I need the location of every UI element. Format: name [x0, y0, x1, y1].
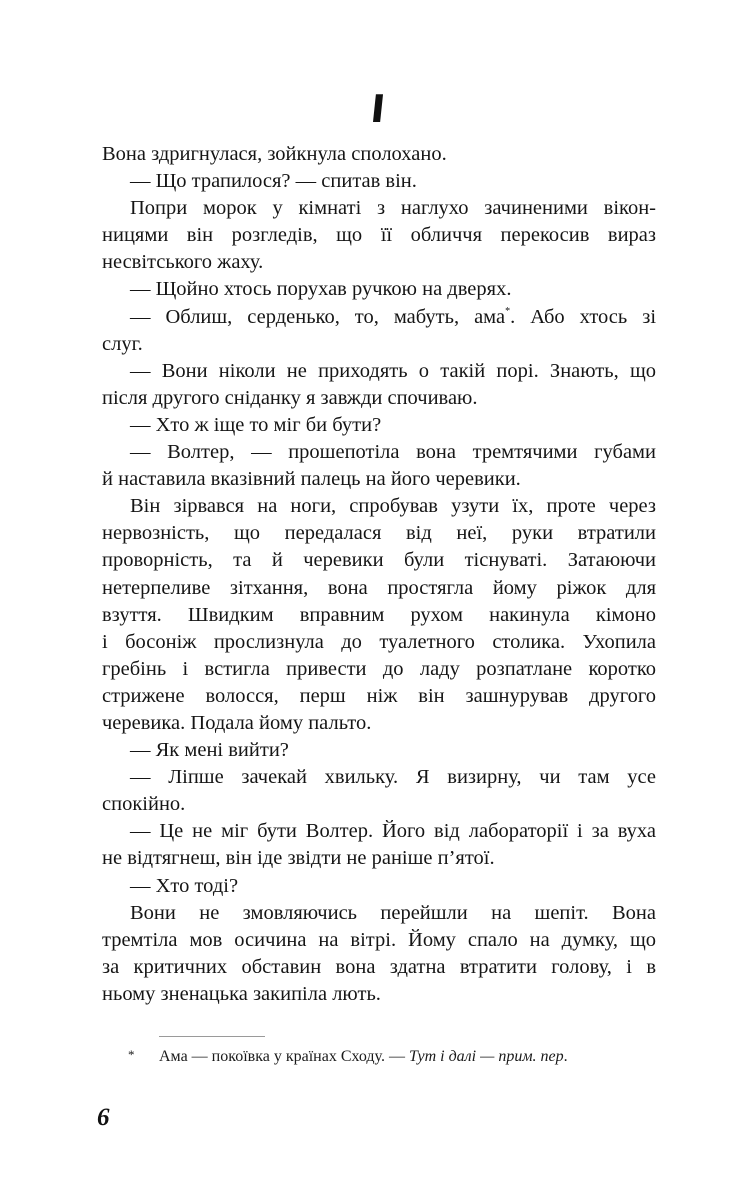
footnote-mark: *	[128, 1047, 135, 1062]
text-line: — Що трапилося? — спитав він.	[130, 170, 417, 193]
text-line: і босоніж прослизнула до туалетного столика. Ухопила	[102, 630, 656, 653]
text-line: Попри морок у кімнаті з наглухо зачиненими вікон-	[130, 197, 656, 220]
chapter-number: I	[368, 87, 388, 131]
text-line: ницями він розгледів, що її обличчя перекосив вираз	[102, 224, 656, 247]
text-line: гребінь і встигла привести до ладу розпатлане коротко	[102, 657, 656, 680]
text-line: несвітського жаху.	[102, 251, 264, 274]
text-line: — Хто тоді?	[130, 874, 239, 897]
footnote-reference[interactable]: *	[505, 305, 511, 317]
text-segment: . Або хтось зі	[510, 305, 656, 328]
text-line	[102, 304, 656, 331]
text-line: тремтіла мов осичина на вітрі. Йому спало на думку, що	[102, 928, 656, 951]
text-line: — Хто ж іще то міг би бути?	[130, 413, 382, 436]
text-line: спокійно.	[102, 793, 186, 816]
page-number: 6	[97, 1104, 110, 1131]
text-line: черевика. Подала йому пальто.	[102, 711, 372, 734]
text-line: стрижене волосся, перш ніж він зашнурував другого	[102, 684, 656, 707]
body-text	[102, 141, 656, 1008]
text-line: — Щойно хтось порухав ручкою на дверях.	[130, 278, 512, 301]
footnote-italic: Тут і далі — прим. пер	[408, 1048, 564, 1065]
text-segment: — Облиш, серденько, то, мабуть, ама	[130, 305, 506, 328]
text-line: — Як мені вийти?	[130, 739, 289, 762]
text-line: нервозність, що передалася від неї, руки втратили	[102, 522, 656, 545]
footnote	[128, 1044, 668, 1068]
text-line: — Волтер, — прошепотіла вона тремтячими губами	[130, 441, 656, 464]
text-line: після другого сніданку я завжди спочиваю.	[102, 386, 478, 409]
text-line: проворність, та й черевики були тіснуваті. Затаюючи	[102, 549, 656, 572]
text-line: слуг.	[102, 332, 143, 355]
text-line: — Це не міг бути Волтер. Його від лабораторії і за вуха	[130, 820, 656, 843]
footnote-text: Ама — покоївка у країнах Сходу. —	[159, 1048, 409, 1065]
text-line: взуття. Швидким вправним рухом накинула кімоно	[102, 603, 656, 626]
text-line: нетерпеливе зітхання, вона простягла йому ріжок для	[102, 576, 656, 599]
text-line: Вона здригнулася, зойкнула сполохано.	[102, 143, 447, 165]
text-line: — Вони ніколи не приходять о такій порі. Знають, що	[130, 359, 656, 382]
text-line: Вони не змовляючись перейшли на шепіт. Вона	[130, 901, 656, 924]
text-line: — Ліпше зачекай хвильку. Я визирну, чи там усе	[130, 766, 656, 789]
text-line: не відтягнеш, він іде звідти не раніше п’ятої.	[102, 847, 495, 870]
text-line: й наставила вказівний палець на його черевики.	[102, 468, 521, 491]
text-line: Він зірвався на ноги, спробував узути їх, проте через	[130, 495, 656, 518]
footnote-end: .	[563, 1048, 568, 1065]
footnote-separator	[159, 1036, 265, 1037]
text-line: ньому зненацька закипіла лють.	[102, 982, 381, 1005]
text-line: за критичних обставин вона здатна втратити голову, і в	[102, 955, 656, 978]
